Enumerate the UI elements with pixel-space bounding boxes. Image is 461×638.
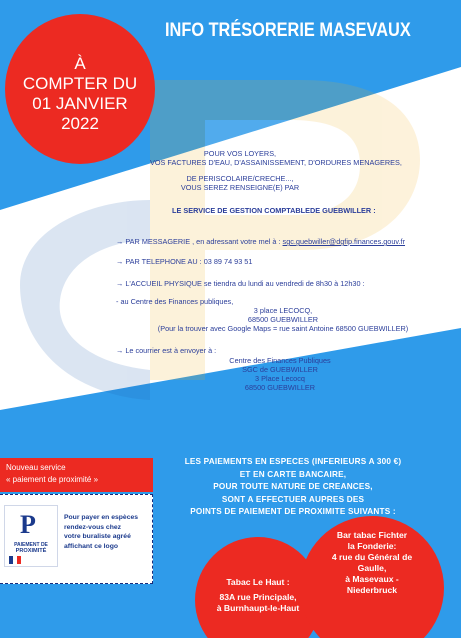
mail-heading: → Le courrier est à envoyer à : <box>116 346 217 355</box>
date-line-3: 01 JANVIER <box>32 94 128 113</box>
bar-tabac-fichter: Bar tabac Fichter la Fonderie: 4 rue du Général de Gaulle, à Masevaux - Niederbruck <box>300 516 444 638</box>
proximity-card <box>0 494 153 584</box>
french-flag-icon <box>9 556 21 564</box>
new-service-banner: Nouveau service « paiement de proximité » <box>0 458 153 492</box>
service-heading: LE SERVICE DE GESTION COMPTABLEDE GUEBWILLER : <box>172 206 376 215</box>
contact-mail: → PAR MESSAGERIE , en adressant votre mel à : sgc.guebwiller@dgfip.finances.gouv.fr <box>116 237 406 246</box>
contact-physical: → L'ACCUEIL PHYSIQUE se tiendra du lundi au vendredi de 8h30 à 12h30 : <box>116 279 365 288</box>
tabac-le-haut: Tabac Le Haut : 83A rue Principale, à Burnhaupt-le-Haut <box>195 537 321 638</box>
mail-address: Centre des Finances Publiques SGC de GUEBWILLER 3 Place Lecocq 68500 GUEBWILLER <box>229 356 331 392</box>
date-line-4: 2022 <box>61 114 99 133</box>
centre-finances: - au Centre des Finances publiques, <box>116 297 234 306</box>
intro-text: POUR VOS LOYERS, VOS FACTURES D'EAU, D'ASSAINISSEMENT, D'ORDURES MENAGERES, DE PERISCOLAIRE/CRECHE..., VOUS SEREZ RENSEIGNE(E) PAR <box>150 149 402 192</box>
payment-info: LES PAIEMENTS EN ESPECES (INFERIEURS A 300 €) ET EN CARTE BANCAIRE, POUR TOUTE NATURE DE CREANCES, SONT A EFFECTUER AUPRES DES POINTS DE PAIEMENT DE PROXIMITE SUIVANTS : <box>184 457 402 517</box>
date-line-2: COMPTER DU <box>22 74 138 93</box>
paiement-proximite-logo: P PAIEMENT DE PROXIMITÉ <box>4 505 58 567</box>
proximity-text: Pour payer en espèces rendez-vous chez votre buraliste agréé affichant ce logo <box>64 514 139 550</box>
date-badge <box>5 14 155 164</box>
page-title: INFO TRÉSORERIE MASEVAUX <box>165 20 411 41</box>
contact-phone: → PAR TELEPHONE AU : 03 89 74 93 51 <box>116 257 253 266</box>
email-link[interactable]: sgc.guebwiller@dgfip.finances.gouv.fr <box>282 237 406 246</box>
date-line-1: À <box>74 54 86 73</box>
centre-address: 3 place LECOCQ, 68500 GUEBWILLER (Pour la trouver avec Google Maps = rue saint Antoine 68500 GUEBWILLER) <box>157 306 409 333</box>
p-logo-icon: P <box>20 510 36 539</box>
